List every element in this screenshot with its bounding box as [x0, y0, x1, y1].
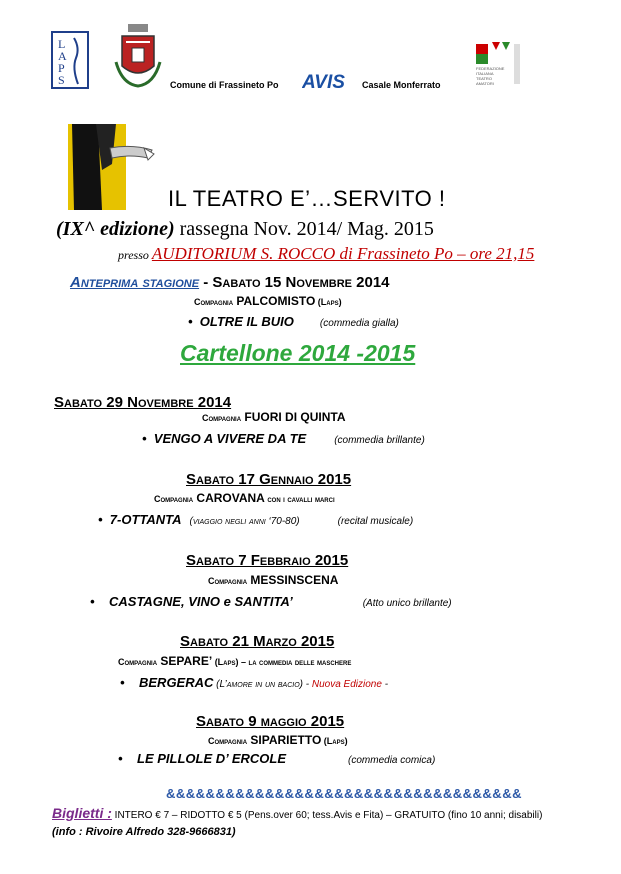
tickets-prices: INTERO € 7 – RIDOTTO € 5 (Pens.over 60; tess.Avis e Fita) – GRATUITO (fino 10 anni; disabili)	[111, 810, 543, 821]
compagnia-label: Compagnia	[208, 736, 248, 746]
bullet: •	[118, 751, 137, 766]
compagnia-extra: (Laps)	[321, 736, 348, 746]
laps-logo	[50, 28, 90, 92]
tickets-line	[52, 805, 542, 821]
comune-label: Comune di Frassineto Po	[170, 80, 279, 90]
event-compagnia	[154, 491, 335, 505]
svg-text:TEATRO: TEATRO	[476, 76, 492, 81]
event-show	[90, 593, 452, 611]
compagnia-extra: (Laps) – la commedia delle maschere	[212, 657, 352, 667]
compagnia-label: Compagnia	[118, 657, 158, 667]
presso-label: presso	[118, 248, 152, 262]
svg-text:P: P	[58, 61, 65, 75]
separator-line: &&&&&&&&&&&&&&&&&&&&&&&&&&&&&&&&&&&&	[166, 786, 522, 801]
event-show	[98, 511, 413, 529]
svg-text:FEDERAZIONE: FEDERAZIONE	[476, 66, 505, 71]
anteprima-compagnia	[194, 294, 342, 308]
event-compagnia	[208, 733, 348, 747]
compagnia-name: CAROVANA	[193, 491, 265, 505]
svg-text:S: S	[58, 73, 65, 87]
show-title: CASTAGNE, VINO e SANTITA’	[109, 594, 293, 609]
compagnia-label: Compagnia	[194, 297, 234, 307]
event-date: Sabato 29 Novembre 2014	[54, 394, 232, 411]
event-date: Sabato 21 Marzo 2015	[180, 633, 335, 650]
bullet: •	[142, 431, 154, 446]
venue-line	[118, 244, 534, 264]
venue-name: AUDITORIUM S. ROCCO di Frassineto Po – ore 21,15	[151, 244, 535, 263]
compagnia-name: SIPARIETTO	[247, 733, 322, 747]
show-title: OLTRE IL BUIO	[199, 314, 294, 329]
cartellone-heading: Cartellone 2014 -2015	[180, 340, 416, 366]
waiter-illustration	[68, 124, 156, 210]
compagnia-name: MESSINSCENA	[247, 573, 339, 587]
event-date: Sabato 7 Febbraio 2015	[186, 552, 349, 569]
event-date: Sabato 9 maggio 2015	[196, 713, 345, 730]
bullet: •	[90, 594, 109, 609]
show-title: BERGERAC	[139, 675, 214, 690]
compagnia-name: PALCOMISTO	[233, 294, 316, 308]
avis-label: Casale Monferrato	[362, 80, 441, 90]
show-title: VENGO A VIVERE DA TE	[153, 431, 307, 446]
show-note: (commedia comica)	[348, 755, 436, 766]
compagnia-extra: con i cavalli marci	[264, 494, 335, 504]
avis-logo	[302, 70, 358, 92]
anteprima-show	[188, 313, 399, 331]
compagnia-label: Compagnia	[202, 413, 242, 423]
compagnia-note: (Laps)	[315, 297, 342, 307]
anteprima-label: Anteprima stagione	[70, 274, 200, 291]
anteprima-date: - Sabato 15 Novembre 2014	[199, 274, 390, 291]
comune-crest-icon	[112, 22, 164, 92]
event-show	[118, 750, 435, 768]
show-note: (commedia brillante)	[334, 435, 425, 446]
event-show	[120, 674, 388, 692]
show-subnote: (L’amore in un bacio) -	[213, 679, 310, 690]
svg-text:AMATORI: AMATORI	[476, 81, 494, 86]
event-date: Sabato 17 Gennaio 2015	[186, 471, 352, 488]
svg-text:AVIS: AVIS	[302, 72, 345, 92]
info-contact: (info : Rivoire Alfredo 328-9666831)	[52, 826, 236, 838]
svg-text:A: A	[58, 49, 67, 63]
compagnia-label: Compagnia	[208, 576, 248, 586]
compagnia-name: SEPARE’	[157, 654, 213, 668]
bullet: •	[98, 512, 110, 527]
nuova-edizione-badge: Nuova Edizione	[309, 679, 382, 690]
show-note: (Atto unico brillante)	[362, 598, 452, 609]
fita-logo	[474, 40, 524, 90]
show-title: LE PILLOLE D’ ERCOLE	[137, 751, 287, 766]
compagnia-label: Compagnia	[154, 494, 194, 504]
svg-text:L: L	[58, 37, 66, 51]
tickets-label: Biglietti :	[52, 805, 112, 821]
event-compagnia	[118, 654, 351, 668]
bullet: •	[120, 675, 139, 690]
event-compagnia	[202, 410, 346, 424]
show-note: (recital musicale)	[337, 516, 414, 527]
show-title: 7-OTTANTA	[109, 512, 182, 527]
page-title: IL TEATRO E’…SERVITO !	[168, 186, 446, 211]
edition-number: (IX^ edizione)	[56, 218, 175, 240]
show-note: (commedia gialla)	[319, 318, 399, 329]
edition-subtitle	[56, 218, 434, 241]
show-tail: -	[381, 679, 389, 690]
event-compagnia	[208, 573, 338, 587]
season-range: rassegna Nov. 2014/ Mag. 2015	[174, 218, 434, 240]
compagnia-name: FUORI DI QUINTA	[241, 410, 346, 424]
svg-text:ITALIANA: ITALIANA	[476, 71, 494, 76]
bullet: •	[188, 314, 200, 329]
anteprima-heading	[70, 274, 390, 291]
event-show	[142, 430, 425, 448]
show-subnote: (viaggio negli anni ‘70-80)	[189, 516, 300, 527]
